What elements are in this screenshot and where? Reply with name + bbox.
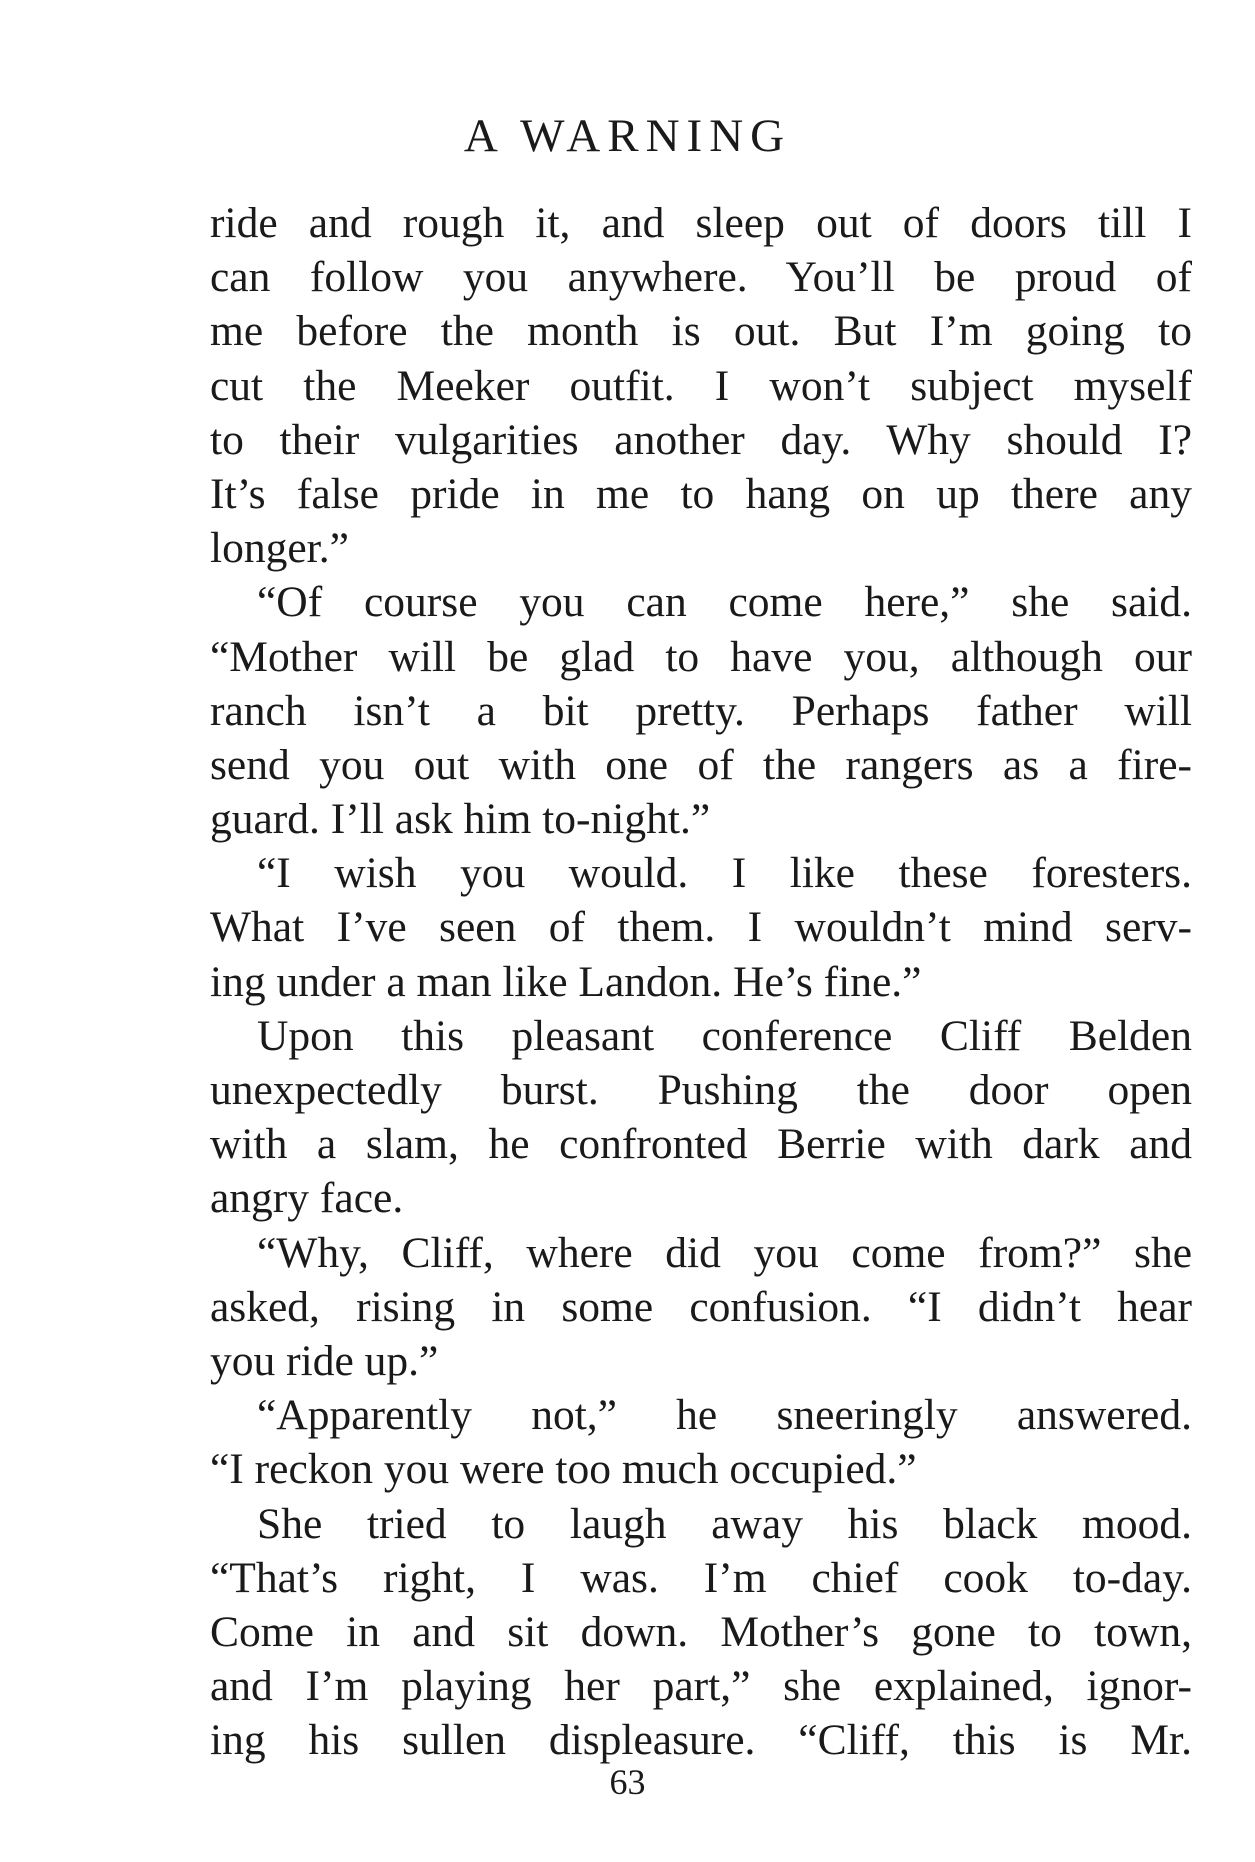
- text-line: me before the month is out. But I’m going to: [210, 307, 1192, 356]
- text-line: Come in and sit down. Mother’s gone to town,: [210, 1607, 1192, 1656]
- page-number: 63: [609, 1762, 646, 1802]
- text-line: “I wish you would. I like these foresters.: [257, 849, 1192, 898]
- text-line: “Why, Cliff, where did you come from?” she: [257, 1228, 1192, 1277]
- text-line: “Apparently not,” he sneeringly answered.: [257, 1391, 1192, 1440]
- text-line: She tried to laugh away his black mood.: [257, 1499, 1192, 1548]
- running-title: A WARNING: [463, 110, 792, 162]
- text-line: unexpectedly burst. Pushing the door open: [210, 1066, 1192, 1114]
- text-line: longer.”: [210, 524, 349, 573]
- text-line: ing his sullen displeasure. “Cliff, this is Mr.: [210, 1716, 1192, 1765]
- text-line: send you out with one of the rangers as a fire-: [210, 740, 1192, 789]
- text-line: “Mother will be glad to have you, although our: [210, 632, 1192, 681]
- text-line: and I’m playing her part,” she explained, ignor-: [210, 1662, 1192, 1711]
- text-line: “That’s right, I was. I’m chief cook to-day.: [210, 1553, 1192, 1602]
- text-line: “I reckon you were too much occupied.”: [210, 1445, 917, 1494]
- text-line: asked, rising in some confusion. “I didn’t hear: [210, 1282, 1192, 1331]
- text-line: to their vulgarities another day. Why should I?: [210, 415, 1192, 464]
- text-line: guard. I’ll ask him to-night.”: [210, 795, 711, 844]
- text-line: ranch isn’t a bit pretty. Perhaps father will: [210, 686, 1192, 735]
- text-line: with a slam, he confronted Berrie with dark and: [210, 1120, 1192, 1169]
- text-line: ing under a man like Landon. He’s fine.”: [210, 957, 922, 1006]
- text-line: “Of course you can come here,” she said.: [257, 578, 1192, 627]
- body-text: [210, 196, 1192, 1767]
- text-line: Upon this pleasant conference Cliff Belden: [257, 1011, 1192, 1060]
- text-line: What I’ve seen of them. I wouldn’t mind serv-: [210, 903, 1192, 952]
- text-line: you ride up.”: [210, 1336, 439, 1385]
- text-line: can follow you anywhere. You’ll be proud of: [210, 253, 1192, 302]
- text-line: It’s false pride in me to hang on up there any: [210, 469, 1192, 518]
- text-line: ride and rough it, and sleep out of doors till I: [210, 199, 1192, 247]
- text-line: angry face.: [210, 1174, 404, 1223]
- text-line: cut the Meeker outfit. I won’t subject myself: [210, 361, 1192, 410]
